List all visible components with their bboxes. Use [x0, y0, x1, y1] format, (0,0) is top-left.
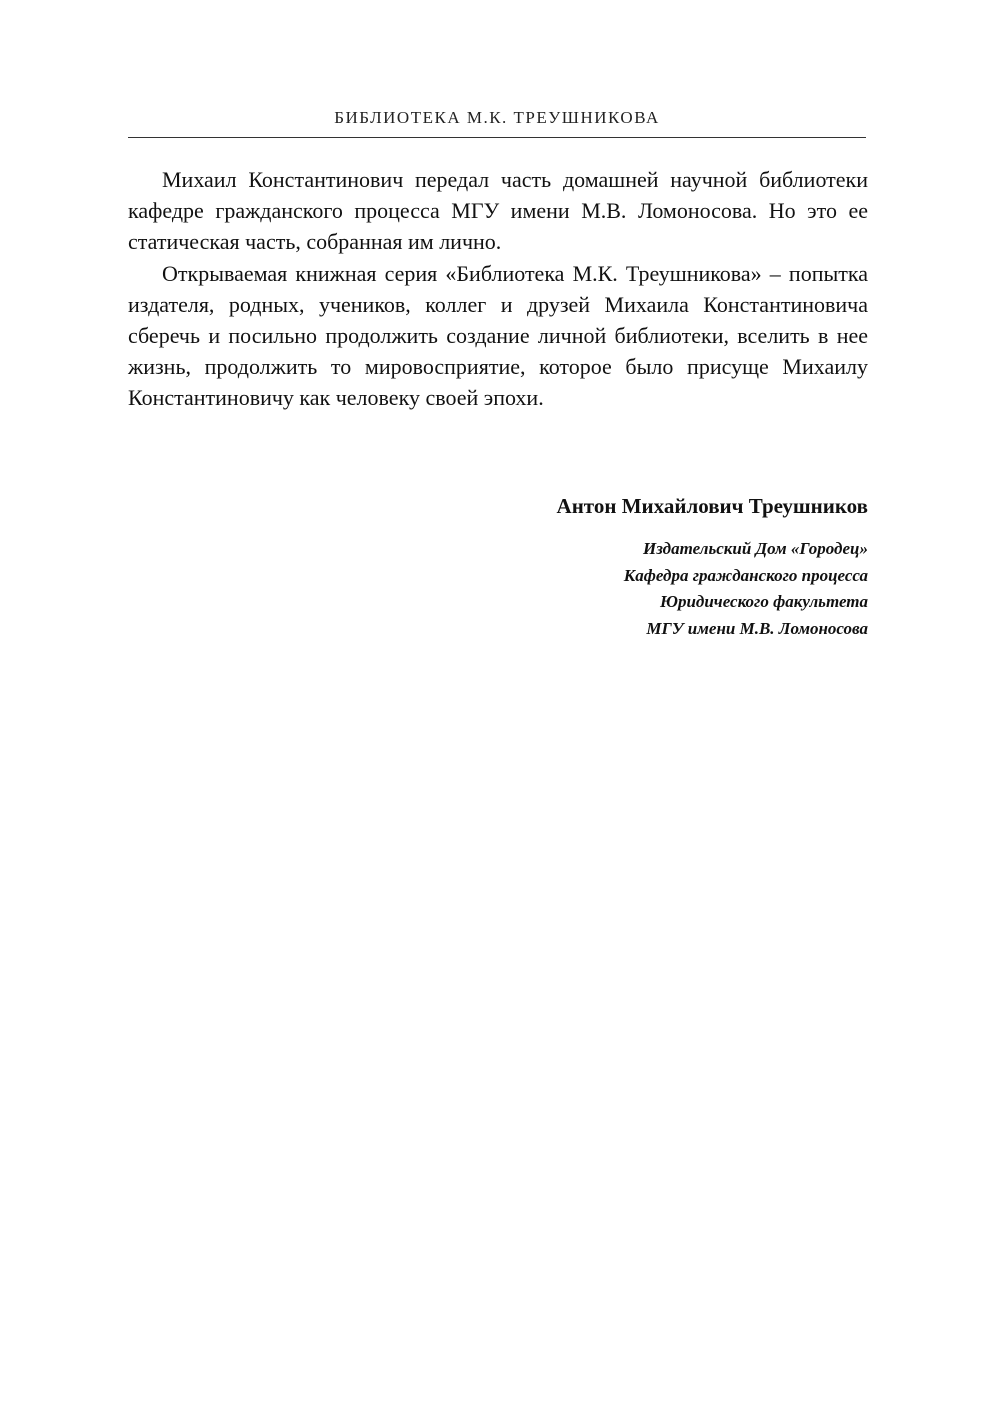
affiliation-university: МГУ имени М.В. Ломоносова: [646, 618, 868, 638]
affiliation-faculty: Юридического факультета: [660, 592, 868, 611]
main-text: [128, 164, 868, 414]
affiliation-department: Кафедра гражданского процесса: [623, 565, 868, 585]
affiliation-block: [624, 536, 868, 642]
signature-name: Антон Михайлович Треушников: [556, 494, 868, 518]
paragraph-2: Открываемая книжная серия «Библиотека М.К. Треушникова» – попытка издателя, родных, учеников, коллег и друзей Михаила Константиновича сберечь и посильно продолжить создание личной библиотеки, вселить в нее жизнь, продолжить то мировосприятие, которое было присуще Михаилу Константиновичу как человеку своей эпохи.: [128, 260, 868, 411]
affiliation-publisher: Издательский Дом «Городец»: [643, 539, 868, 558]
running-header: БИБЛИОТЕКА М.К. ТРЕУШНИКОВА: [334, 108, 660, 127]
paragraph-1: Михаил Константинович передал часть домашней научной библиотеки кафедре гражданского процесса МГУ имени М.В. Ломоносова. Но это ее статическая часть, собранная им лично.: [128, 167, 868, 255]
header-divider: [128, 137, 866, 138]
